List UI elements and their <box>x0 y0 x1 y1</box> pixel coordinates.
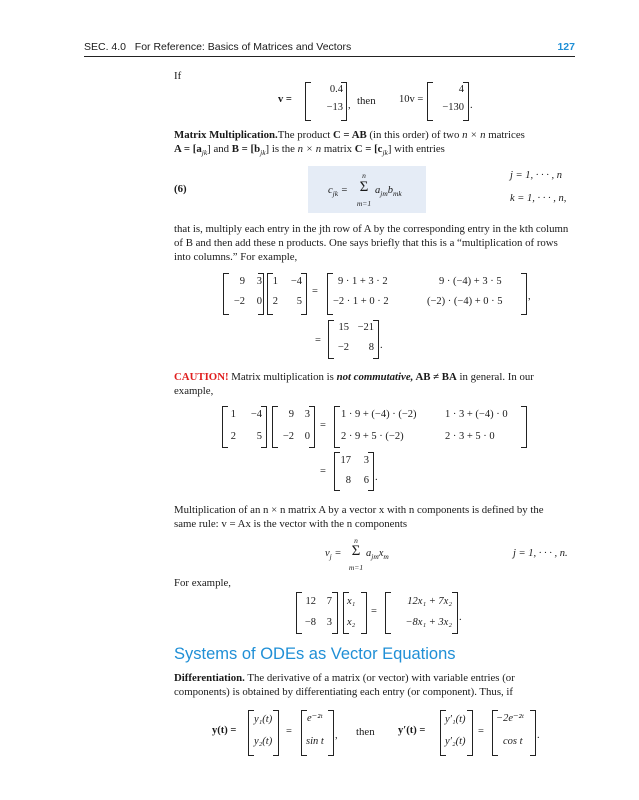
yp-val-1: −2e⁻²ᵗ <box>496 713 524 724</box>
ex1-result-bracket-right <box>373 320 379 359</box>
yp-entry-1: y′₁(t) <box>445 714 466 725</box>
ex1-prod-22: (−2) · (−4) + 0 · 5 <box>427 296 503 307</box>
ex1-B-12: −4 <box>290 276 302 287</box>
ex1-B-11: 1 <box>272 276 278 287</box>
ex1-B-bracket-right <box>301 273 307 315</box>
matmul-heading: Matrix Multiplication. <box>174 129 278 141</box>
v-lhs: v = <box>278 94 292 105</box>
ex1-result-12: −21 <box>357 322 374 333</box>
y-equals: = <box>286 726 292 737</box>
diff-line-1: Differentiation. The derivative of a matrix (or vector) with variable entries (or <box>174 672 515 684</box>
caution-line-1: CAUTION! Matrix multiplication is not commutative, AB ≠ BA in general. In our <box>174 371 534 383</box>
y-lhs: y(t) = <box>212 725 237 736</box>
ex3-x-1: x₁ <box>347 596 356 607</box>
ex3-A-12: 7 <box>326 596 332 607</box>
diff-line-2: components) is obtained by differentiating each entry (or component). Thus, if <box>174 686 514 698</box>
ex2-prod-bracket-right <box>521 406 527 448</box>
ex3-A-22: 3 <box>326 617 332 628</box>
tenv-entry-1: 4 <box>458 84 464 95</box>
yp-equals: = <box>478 726 484 737</box>
ex3-A-11: 12 <box>305 596 316 607</box>
ex3-result-2: −8x₁ + 3x₂ <box>405 617 452 628</box>
caution-line-2: example, <box>174 385 214 397</box>
ex1-prod-21: −2 · 1 + 0 · 2 <box>333 296 389 307</box>
ex2-prod-21: 2 · 9 + 5 · (−2) <box>341 431 404 442</box>
ex1-prod-bracket-left <box>327 273 333 315</box>
header-rule <box>84 56 575 57</box>
ex2-A-21: 2 <box>230 431 236 442</box>
diff-heading: Differentiation. <box>174 672 245 684</box>
tenv-lhs: 10v = <box>399 94 424 105</box>
ex2-result-21: 8 <box>345 475 351 486</box>
then-word: then <box>357 95 376 107</box>
ex2-B-bracket-right <box>309 406 315 448</box>
ex2-result-bracket-right <box>368 452 374 491</box>
y-entry-1: y₁(t) <box>254 714 273 725</box>
tenv-bracket-right <box>463 82 469 121</box>
ex2-B-21: −2 <box>282 431 294 442</box>
ypvals-bracket-right <box>530 710 536 756</box>
matvec-eq-lhs: $v_j$ = <box>325 548 342 562</box>
ex1-equals-2: = <box>315 335 321 346</box>
ex2-result-12: 3 <box>363 455 369 466</box>
ex1-prod-bracket-right <box>521 273 527 315</box>
ex1-A-bracket-right <box>258 273 264 315</box>
ex3-equals: = <box>371 606 377 617</box>
ex2-result-11: 17 <box>340 455 351 466</box>
ex2-result-22: 6 <box>363 475 369 486</box>
eq6-range-k: k = 1, · · · , n, <box>510 193 567 204</box>
ex2-B-12: 3 <box>304 409 310 420</box>
ex2-equals-1: = <box>320 420 326 431</box>
ex2-B-22: 0 <box>304 431 310 442</box>
ex2-A-22: 5 <box>256 431 262 442</box>
ex2-prod-11: 1 · 9 + (−4) · (−2) <box>341 409 417 420</box>
eq6-lhs: $c_{jk}$ = <box>328 185 348 199</box>
ex1-A-12: 3 <box>256 276 262 287</box>
header-section: SEC. 4.0 For Reference: Basics of Matrices and Vectors <box>84 41 352 53</box>
tenv-entry-2: −130 <box>442 102 464 113</box>
eq6-sum-top: n <box>362 171 366 180</box>
ex1-result-22: 8 <box>368 342 374 353</box>
yp-lhs: y′(t) = <box>398 725 426 736</box>
ex1-result-21: −2 <box>337 342 349 353</box>
v-entry-1: 0.4 <box>329 84 343 95</box>
matvec-sum: Σ <box>351 543 361 559</box>
matmul-para-3: into columns.” For example, <box>174 251 298 263</box>
v-entry-2: −13 <box>326 102 343 113</box>
ex3-A-bracket-right <box>332 592 338 634</box>
ex1-prod-11: 9 · 1 + 3 · 2 <box>338 276 388 287</box>
y-entry-2: y₂(t) <box>254 736 273 747</box>
ex2-A-11: 1 <box>230 409 236 420</box>
matvec-sum-top: n <box>354 536 358 545</box>
ex2-period: . <box>375 472 378 483</box>
period: . <box>470 100 473 111</box>
ex2-prod-bracket-left <box>334 406 340 448</box>
eq6-sum-bottom: m=1 <box>356 199 372 208</box>
ex1-result-11: 15 <box>338 322 349 333</box>
eq6-rhs: $a_{jm}b_{mk}$ <box>375 185 402 199</box>
then-word-2: then <box>356 726 375 738</box>
comma: , <box>348 100 351 111</box>
yp-period: . <box>537 730 540 741</box>
matvec-eq-rhs: $a_{jm}x_m$ <box>366 548 389 562</box>
ex3-result-1: 12x₁ + 7x₂ <box>407 596 452 607</box>
matvec-sum-bottom: m=1 <box>348 563 364 572</box>
ex2-prod-12: 1 · 3 + (−4) · 0 <box>445 409 508 420</box>
ex1-equals-1: = <box>312 286 318 297</box>
yvals-bracket-right <box>328 710 334 756</box>
yp-val-2: cos t <box>503 736 523 747</box>
matvec-line-2: same rule: v = Ax is the vector with the n components <box>174 518 408 530</box>
ex2-A-12: −4 <box>250 409 262 420</box>
equation-number: (6) <box>174 183 187 195</box>
ex1-B-21: 2 <box>272 296 278 307</box>
ex3-A-21: −8 <box>304 617 316 628</box>
y-bracket-right <box>273 710 279 756</box>
ex1-A-11: 9 <box>239 276 245 287</box>
y-val-1: e⁻²ᵗ <box>307 713 323 724</box>
matvec-range: j = 1, · · · , n. <box>513 548 568 559</box>
page-number: 127 <box>557 41 575 53</box>
matmul-line-2: $A = [a_{jk}]$ and $B = [b_{jk}]$ is the n × n matrix $C = [c_{jk}]$ with entries <box>174 143 445 158</box>
for-example: For example, <box>174 577 231 589</box>
ex1-B-22: 5 <box>296 296 302 307</box>
matvec-line-1: Multiplication of an n × n matrix A by a vector x with n components is defined by the <box>174 504 544 516</box>
eq6-sum: Σ <box>359 179 369 195</box>
matmul-line-1: Matrix Multiplication.The product C = AB (in this order) of two n × n matrices <box>174 129 525 141</box>
v-bracket-right <box>341 82 347 121</box>
ex2-prod-22: 2 · 3 + 5 · 0 <box>445 431 495 442</box>
if-word: If <box>174 70 182 82</box>
y-comma: , <box>335 730 338 741</box>
ex1-A-22: 0 <box>256 296 262 307</box>
ex3-x-bracket-right <box>361 592 367 634</box>
ex3-result-bracket-right <box>452 592 458 634</box>
ex1-period: . <box>380 340 383 351</box>
caution-label: CAUTION! <box>174 371 229 383</box>
ex2-B-11: 9 <box>288 409 294 420</box>
matmul-para-1: that is, multiply each entry in the jth row of A by the corresponding entry in the kth column <box>174 223 569 235</box>
ex1-A-21: −2 <box>233 296 245 307</box>
matmul-para-2: of B and then add these n products. One says briefly that this is a “multiplication of rows <box>174 237 558 249</box>
yp-entry-2: y′₂(t) <box>445 736 466 747</box>
ex2-A-bracket-right <box>261 406 267 448</box>
section-title: Systems of ODEs as Vector Equations <box>174 645 456 663</box>
ex1-prod-12: 9 · (−4) + 3 · 5 <box>439 276 502 287</box>
running-header <box>84 41 575 55</box>
y-val-2: sin t <box>306 736 324 747</box>
ex1-comma: , <box>528 291 531 302</box>
eq6-range-j: j = 1, · · · , n <box>510 170 563 181</box>
ex3-period: . <box>459 612 462 623</box>
ex2-equals-2: = <box>320 466 326 477</box>
yp-bracket-right <box>467 710 473 756</box>
ex3-x-2: x₂ <box>347 617 356 628</box>
